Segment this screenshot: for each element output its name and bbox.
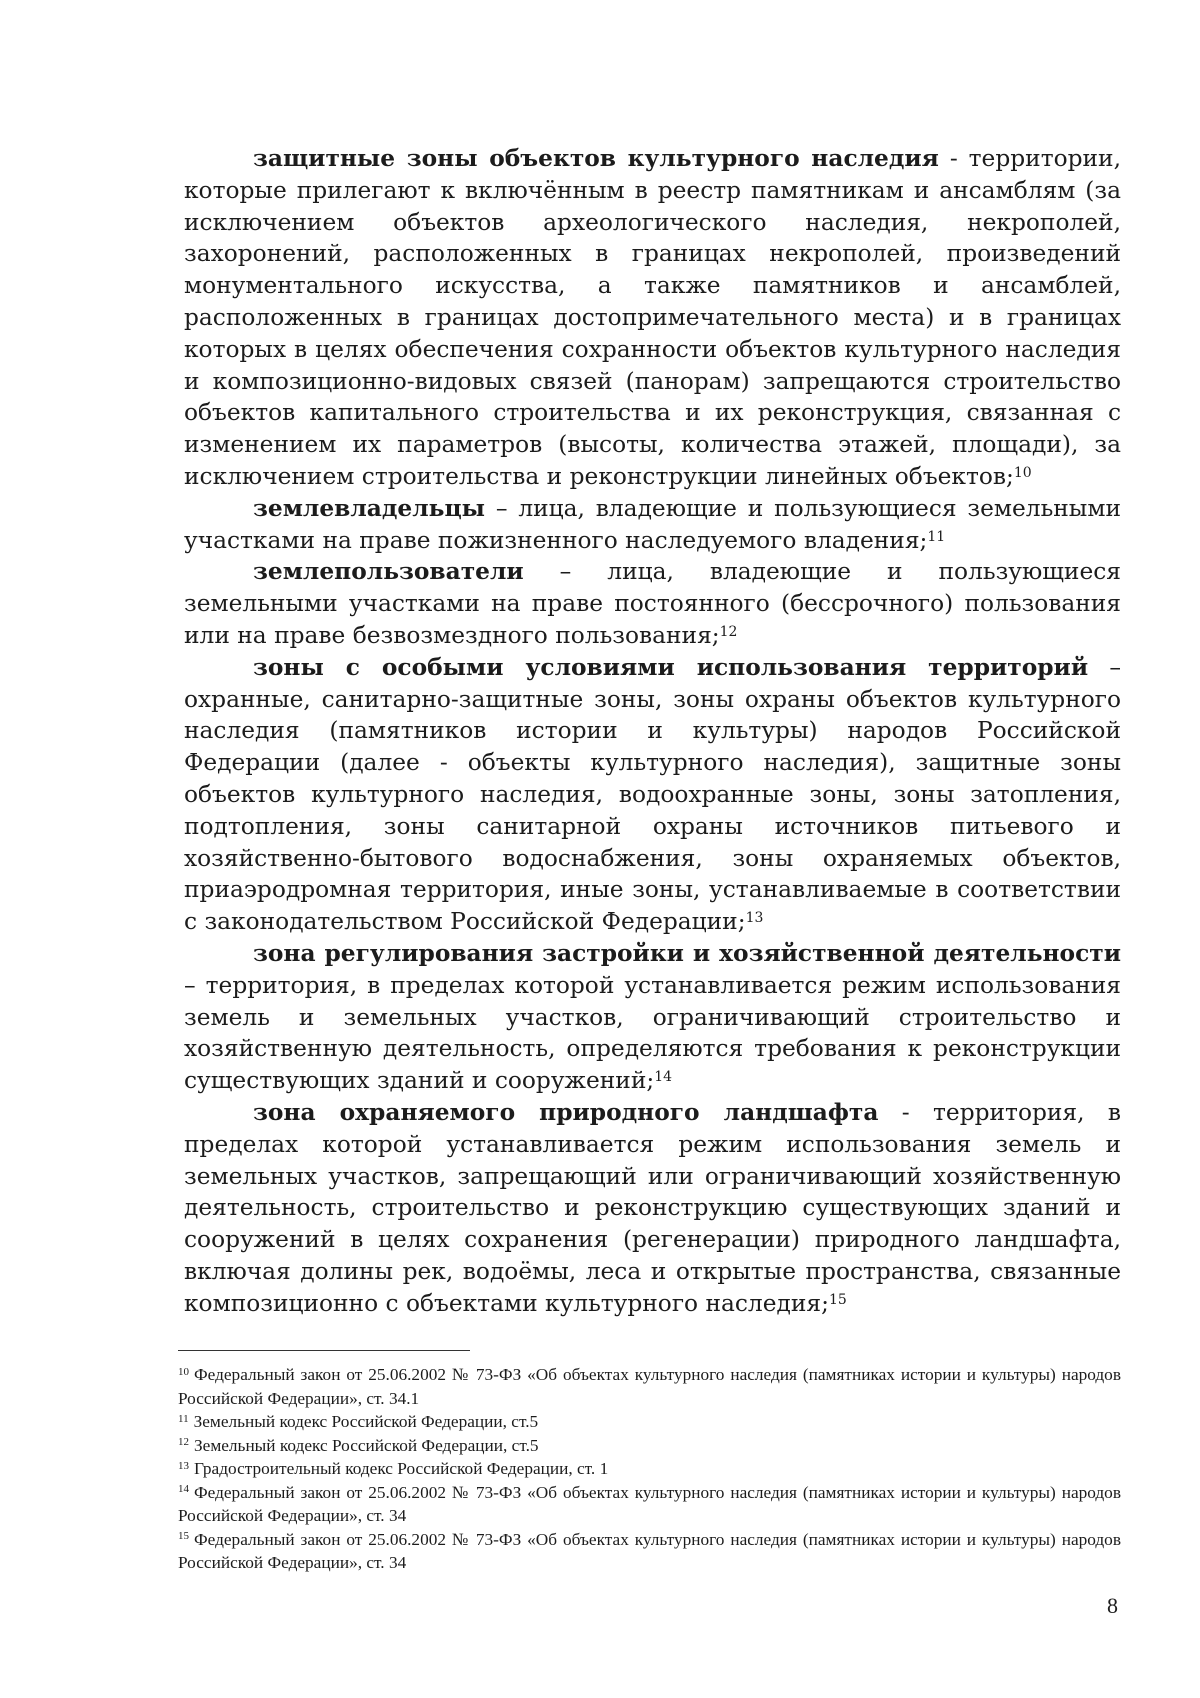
- definition-term: зона регулирования застройки и хозяйственной деятельности: [253, 939, 1121, 967]
- definition-separator: -: [878, 1098, 934, 1126]
- footnote-ref: 10: [1013, 464, 1032, 481]
- definition-term: зона охраняемого природного ландшафта: [253, 1098, 879, 1126]
- footnote-ref: 11: [927, 528, 946, 545]
- definition-text: территория, в пределах которой устанавливается режим использования земель и земельных участков, запрещающий или ограничивающий хозяйственную деятельность, строительство и реконструкцию существующих зданий и сооружений в целях сохранения (регенерации) природного ландшафта, включая долины рек, водоёмы, леса и открытые пространства, связанные композиционно с объектами культурного наследия;: [184, 1098, 1122, 1317]
- definition-paragraph: [184, 652, 1121, 938]
- footnote-ref: 14: [654, 1069, 673, 1086]
- definition-text: территории, которые прилегают к включённым в реестр памятникам и ансамблям (за исключением объектов археологического наследия, некрополей, захоронений, расположенных в границах некрополей, произведений монументального искусства, а также памятников и ансамблей, расположенных в границах достопримечательного места) и в границах которых в целях обеспечения сохранности объектов культурного наследия и композиционно-видовых связей (панорам) запрещаются строительство объектов капитального строительства и их реконструкция, связанная с изменением их параметров (высоты, количества этажей, площади), за исключением строительства и реконструкции линейных объектов;: [184, 145, 1121, 490]
- footnote: [178, 1363, 1121, 1410]
- definition-separator: –: [485, 494, 519, 522]
- definitions-list: [184, 143, 1121, 1319]
- footnote-number: 12: [178, 1436, 189, 1448]
- footnote: [178, 1410, 1121, 1434]
- definition-term: зоны с особыми условиями использования территорий: [253, 653, 1089, 681]
- definition-text: охранные, санитарно-защитные зоны, зоны охраны объектов культурного наследия (памятников истории и культуры) народов Российской Федерации (далее - объекты культурного наследия), защитные зоны объектов культурного наследия, водоохранные зоны, зоны затопления, подтопления, зоны санитарной охраны источников питьевого и хозяйственно-бытового водоснабжения, зоны охраняемых объектов, приаэродромная территория, иные зоны, устанавливаемые в соответствии с законодательством Российской Федерации;: [184, 685, 1121, 936]
- page-number: 8: [1107, 1593, 1118, 1618]
- footnote: [178, 1434, 1121, 1458]
- definition-paragraph: [184, 143, 1121, 493]
- footnote-ref: 13: [745, 910, 764, 927]
- definition-paragraph: [184, 556, 1121, 651]
- footnote-text: Федеральный закон от 25.06.2002 № 73-ФЗ «Об объектах культурного наследия (памятниках истории и культуры) народов Российской Федерации», ст. 34.1: [178, 1365, 1121, 1408]
- footnote: [178, 1457, 1121, 1481]
- footnote-number: 15: [178, 1530, 189, 1542]
- footnotes-section: [178, 1363, 1121, 1575]
- definition-separator: –: [184, 971, 206, 999]
- footnote-text: Градостроительный кодекс Российской Федерации, ст. 1: [194, 1459, 609, 1478]
- definition-separator: -: [938, 145, 969, 172]
- definition-paragraph: [184, 493, 1121, 557]
- definition-paragraph: [184, 1097, 1121, 1320]
- definition-term: землепользователи: [253, 558, 524, 586]
- footnote-ref: 15: [828, 1291, 847, 1308]
- footnote-text: Федеральный закон от 25.06.2002 № 73-ФЗ «Об объектах культурного наследия (памятниках истории и культуры) народов Российской Федерации», ст. 34: [178, 1482, 1121, 1525]
- definition-text: территория, в пределах которой устанавливается режим использования земель и земельных участков, ограничивающий строительство и хозяйственную деятельность, определяются требования к реконструкции существующих зданий и сооружений;: [184, 971, 1121, 1095]
- definition-separator: –: [1088, 653, 1121, 681]
- footnote-number: 13: [178, 1459, 189, 1472]
- footnote-number: 14: [178, 1483, 189, 1495]
- definition-paragraph: [184, 938, 1121, 1097]
- footnote-text: Земельный кодекс Российской Федерации, ст.5: [193, 1412, 539, 1431]
- footnote-number: 10: [178, 1365, 189, 1378]
- definition-separator: –: [523, 558, 608, 586]
- footnote: [178, 1528, 1121, 1575]
- footnote-text: Федеральный закон от 25.06.2002 № 73-ФЗ «Об объектах культурного наследия (памятниках истории и культуры) народов Российской Федерации», ст. 34: [178, 1529, 1121, 1572]
- footnote: [178, 1481, 1121, 1528]
- definition-term: защитные зоны объектов культурного наследия: [253, 145, 939, 172]
- definition-term: землевладельцы: [253, 494, 486, 522]
- definition-text: лица, владеющие и пользующиеся земельными участками на праве постоянного (бессрочного) пользования или на праве безвозмездного пользования;: [184, 558, 1121, 649]
- footnote-text: Земельный кодекс Российской Федерации, ст.5: [194, 1435, 539, 1455]
- footnote-separator-line: [178, 1350, 470, 1351]
- footnote-number: 11: [178, 1412, 189, 1425]
- definition-text: лица, владеющие и пользующиеся земельными участками на праве пожизненного наследуемого владения;: [184, 494, 1121, 554]
- footnote-ref: 12: [719, 623, 738, 640]
